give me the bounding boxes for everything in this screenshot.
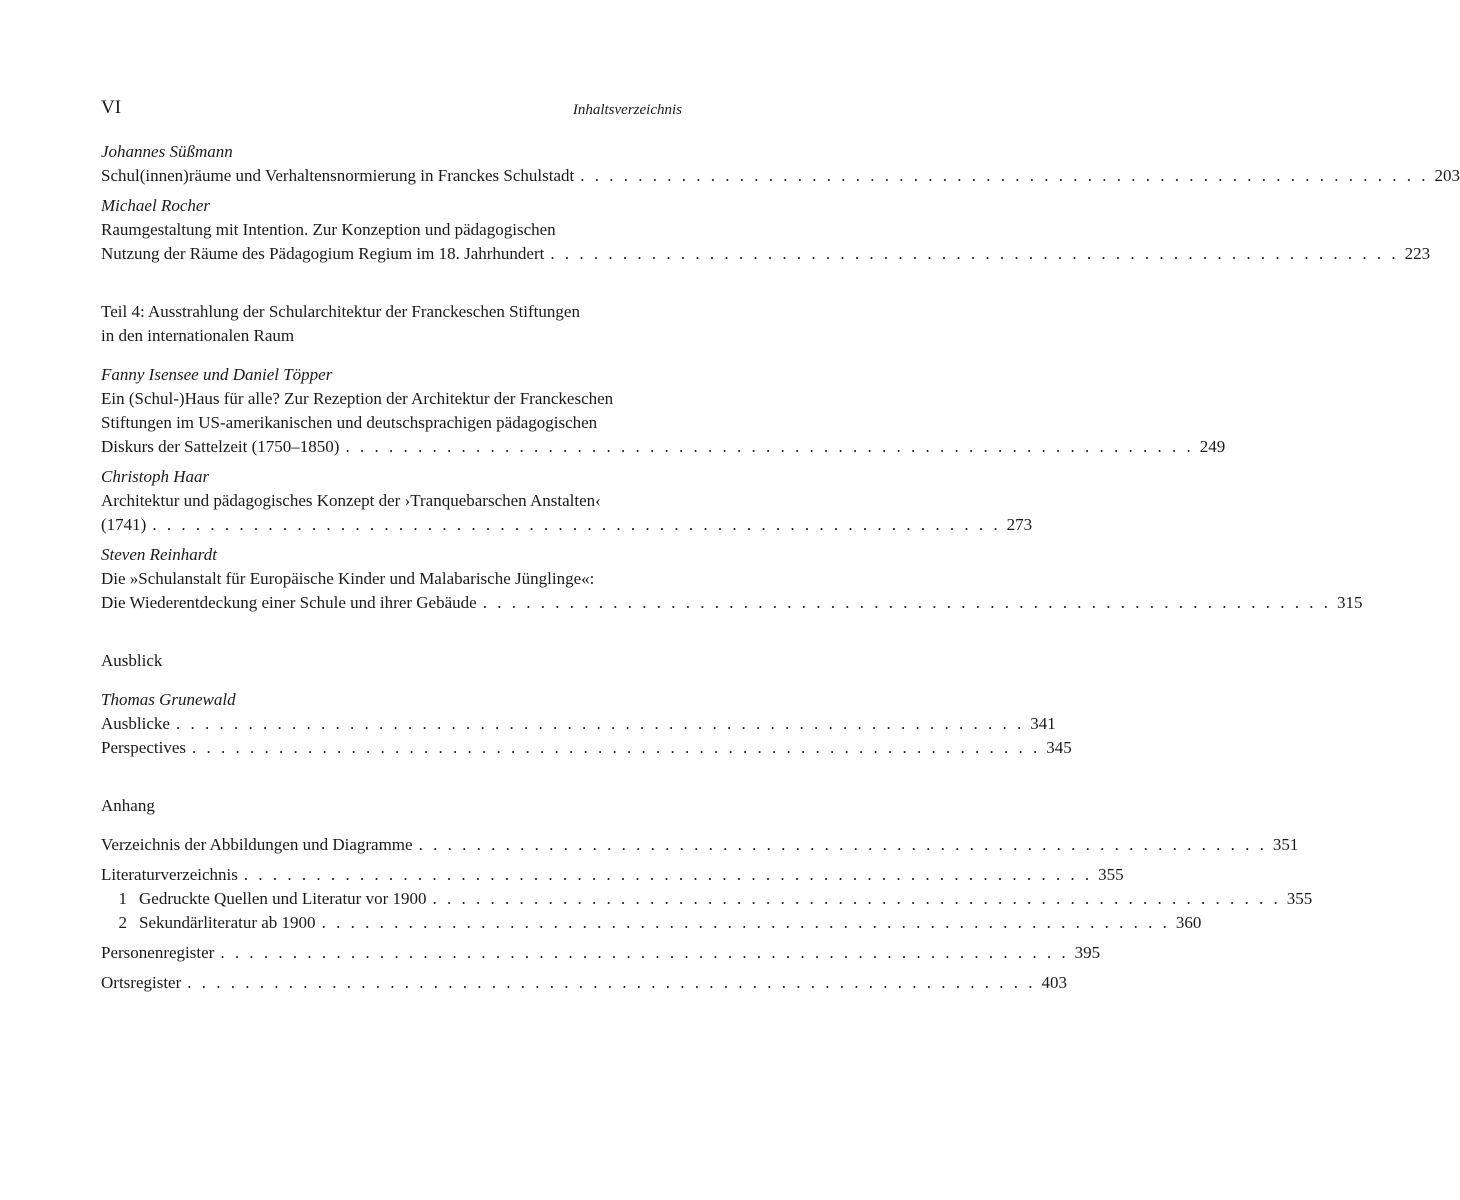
toc-entry-rocher [101,194,1431,266]
subentry-number: 1 [118,889,127,908]
entry-page: 360 [1175,913,1202,932]
entry-page: 315 [1336,593,1363,612]
entry-title: Die »Schulanstalt für Europäische Kinder und Malabarische Jünglinge«: [101,569,595,588]
entry-page: 223 [1404,244,1431,263]
toc-body [101,140,1460,995]
leader-dots: . . . . . . . . . . . . . . . . . . . . . . . . . . . . . . . . . . . . . . . . . . . . . . . . . . . . . . . . . . . [418,835,1267,854]
entry-title-cont: (1741) [101,515,147,534]
entry-page: 403 [1041,973,1068,992]
toc-entry-haar [101,465,1033,537]
entry-title: Verzeichnis der Abbildungen und Diagramme [101,835,413,854]
leader-dots: . . . . . . . . . . . . . . . . . . . . . . . . . . . . . . . . . . . . . . . . . . . . . . . . . . . . . . . . . . . [580,166,1429,185]
entry-title: Personenregister [101,943,215,962]
toc-subentry-quellen [101,887,1313,911]
entry-title: Ein (Schul-)Haus für alle? Zur Rezeption der Architektur der Franckeschen [101,389,614,408]
entry-page: 351 [1272,835,1299,854]
entry-title: Perspectives [101,738,186,757]
toc-subentry-sekundaerliteratur [101,911,1202,935]
leader-dots: . . . . . . . . . . . . . . . . . . . . . . . . . . . . . . . . . . . . . . . . . . . . . . . . . . . . . . . . . . . [482,593,1331,612]
section-heading-anhang: Anhang [101,796,155,815]
entry-author: Johannes Süßmann [101,142,233,161]
entry-title-line [101,712,1056,736]
entry-title-cont: Diskurs der Sattelzeit (1750–1850) [101,437,340,456]
entry-author: Fanny Isensee und Daniel Töpper [101,365,333,384]
entry-title-line [101,591,1363,615]
entry-title-line [101,513,1033,537]
entry-page: 341 [1030,714,1056,733]
toc-entry-suessmann [101,140,1460,188]
entry-page: 273 [1006,515,1033,534]
toc-entry-abbildungen [101,833,1299,857]
leader-dots: . . . . . . . . . . . . . . . . . . . . . . . . . . . . . . . . . . . . . . . . . . . . . . . . . . . . . . . . . . . [187,973,1036,992]
entry-author: Steven Reinhardt [101,545,217,564]
toc-entry-literaturverzeichnis [101,863,1124,887]
entry-title: Gedruckte Quellen und Literatur vor 1900 [139,889,427,908]
entry-page: 345 [1046,738,1072,757]
toc-entry-personenregister [101,941,1101,965]
toc-entry-ortsregister [101,971,1068,995]
entry-title-line [101,242,1431,266]
entry-title-line [101,435,1226,459]
leader-dots: . . . . . . . . . . . . . . . . . . . . . . . . . . . . . . . . . . . . . . . . . . . . . . . . . . . . . . . . . . . [345,437,1194,456]
leader-dots: . . . . . . . . . . . . . . . . . . . . . . . . . . . . . . . . . . . . . . . . . . . . . . . . . . . . . . . . . . . [175,714,1025,733]
entry-page: 355 [1286,889,1313,908]
leader-dots: . . . . . . . . . . . . . . . . . . . . . . . . . . . . . . . . . . . . . . . . . . . . . . . . . . . . . . . . . . . [550,244,1399,263]
part-title-cont: in den internationalen Raum [101,326,295,345]
leader-dots: . . . . . . . . . . . . . . . . . . . . . . . . . . . . . . . . . . . . . . . . . . . . . . . . . . . . . . . . . . . [243,865,1093,884]
entry-title: Schul(innen)räume und Verhaltensnormierung in Franckes Schulstadt [101,166,575,185]
entry-author: Thomas Grunewald [101,690,236,709]
section-heading-ausblick: Ausblick [101,651,163,670]
toc-entry-grunewald [101,688,1072,760]
part-heading-teil-4 [101,300,682,348]
entry-title: Sekundärliteratur ab 1900 [139,913,316,932]
part-title: Teil 4: Ausstrahlung der Schularchitektur der Franckeschen Stiftungen [101,302,580,321]
leader-dots: . . . . . . . . . . . . . . . . . . . . . . . . . . . . . . . . . . . . . . . . . . . . . . . . . . . . . . . . . . . [321,913,1170,932]
entry-title: Ausblicke [101,714,170,733]
entry-author: Christoph Haar [101,467,210,486]
entry-title-cont: Stiftungen im US-amerikanischen und deutschsprachigen pädagogischen [101,413,598,432]
entry-title-cont: Nutzung der Räume des Pädagogium Regium im 18. Jahrhundert [101,244,545,263]
leader-dots: . . . . . . . . . . . . . . . . . . . . . . . . . . . . . . . . . . . . . . . . . . . . . . . . . . . . . . . . . . . [432,889,1281,908]
entry-page: 395 [1074,943,1101,962]
leader-dots: . . . . . . . . . . . . . . . . . . . . . . . . . . . . . . . . . . . . . . . . . . . . . . . . . . . . . . . . . . . [152,515,1001,534]
entry-title-line [101,164,1460,188]
entry-author: Michael Rocher [101,196,211,215]
entry-title: Ortsregister [101,973,182,992]
leader-dots: . . . . . . . . . . . . . . . . . . . . . . . . . . . . . . . . . . . . . . . . . . . . . . . . . . . . . . . . . . . [191,738,1041,757]
entry-title-cont: Die Wiederentdeckung einer Schule und ihrer Gebäude [101,593,477,612]
running-header [101,96,682,124]
running-title: Inhaltsverzeichnis [572,102,682,118]
subentry-number: 2 [118,913,127,932]
toc-entry-isensee-toepper [101,363,1226,459]
entry-page: 249 [1199,437,1226,456]
page-number: VI [101,97,122,118]
entry-title: Raumgestaltung mit Intention. Zur Konzeption und pädagogischen [101,220,556,239]
entry-title-line [101,736,1072,760]
toc-entry-reinhardt [101,543,1363,615]
entry-title: Architektur und pädagogisches Konzept der ›Tranquebarschen Anstalten‹ [101,491,601,510]
entry-page: 203 [1434,166,1460,185]
entry-page: 355 [1098,865,1124,884]
leader-dots: . . . . . . . . . . . . . . . . . . . . . . . . . . . . . . . . . . . . . . . . . . . . . . . . . . . . . . . . . . . [220,943,1069,962]
entry-title: Literaturverzeichnis [101,865,238,884]
